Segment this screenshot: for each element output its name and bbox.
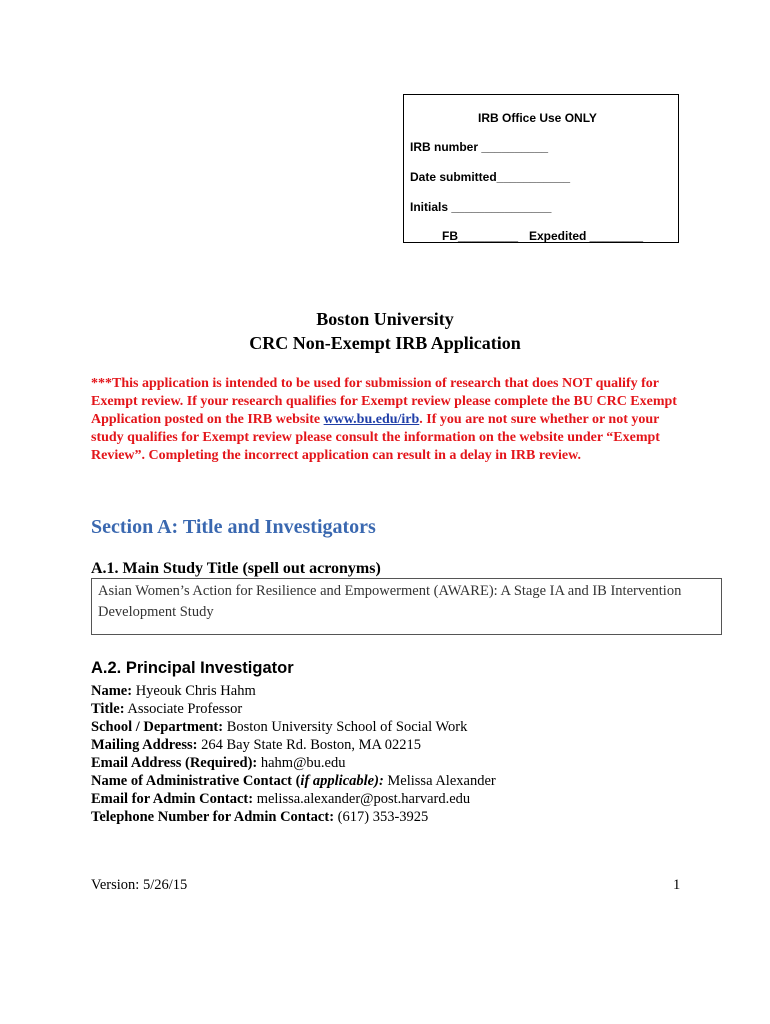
a1-heading: A.1. Main Study Title (spell out acronyms) bbox=[91, 560, 381, 577]
pi-mailing-value: 264 Bay State Rd. Boston, MA 02215 bbox=[201, 737, 422, 753]
admin-label-italic: if applicable): bbox=[300, 773, 384, 789]
admin-email-row bbox=[91, 790, 496, 808]
pi-title-label: Title: bbox=[91, 701, 125, 717]
irb-office-use-box bbox=[403, 94, 679, 243]
version-footer: Version: 5/26/15 bbox=[91, 877, 188, 893]
admin-phone-value: (617) 353-3925 bbox=[337, 809, 429, 825]
university-title: Boston University bbox=[316, 309, 454, 329]
irb-number-field: IRB number __________ bbox=[410, 140, 549, 154]
study-title-field[interactable]: Asian Women’s Action for Resilience and Empowerment (AWARE): A Stage IA and IB Intervention Development Study bbox=[91, 578, 722, 635]
pi-title-row bbox=[91, 700, 496, 718]
fb-field: FB_________ bbox=[442, 229, 519, 243]
pi-name-value: Hyeouk Chris Hahm bbox=[135, 683, 256, 699]
page-number: 1 bbox=[673, 877, 681, 893]
pi-mailing-row bbox=[91, 736, 496, 754]
irb-website-link[interactable]: www.bu.edu/irb bbox=[323, 412, 420, 427]
notice-text-after: . If you are not sure whether or not your study qualifies for Exempt review please consult the information on the website under “Exempt Review”. Completing the incorrect application can result in a delay in IRB review. bbox=[91, 412, 660, 463]
pi-name-row bbox=[91, 682, 496, 700]
admin-phone-label: Telephone Number for Admin Contact: bbox=[91, 809, 335, 825]
pi-email-row bbox=[91, 754, 496, 772]
principal-investigator-details bbox=[91, 682, 496, 826]
pi-email-label: Email Address (Required): bbox=[91, 755, 258, 771]
section-a-heading: Section A: Title and Investigators bbox=[91, 516, 376, 538]
pi-school-value: Boston University School of Social Work bbox=[226, 719, 468, 735]
admin-email-label: Email for Admin Contact: bbox=[91, 791, 254, 807]
pi-mailing-label: Mailing Address: bbox=[91, 737, 198, 753]
pi-name-label: Name: bbox=[91, 683, 133, 699]
expedited-field: Expedited ________ bbox=[529, 229, 644, 243]
admin-contact-label bbox=[91, 773, 384, 789]
pi-email-value: hahm@bu.edu bbox=[260, 755, 346, 771]
irb-box-heading: IRB Office Use ONLY bbox=[478, 111, 597, 125]
form-title: CRC Non-Exempt IRB Application bbox=[249, 333, 521, 353]
admin-email-value: melissa.alexander@post.harvard.edu bbox=[256, 791, 471, 807]
pi-school-label: School / Department: bbox=[91, 719, 224, 735]
pi-school-row bbox=[91, 718, 496, 736]
a2-heading: A.2. Principal Investigator bbox=[91, 659, 294, 677]
admin-contact-value: Melissa Alexander bbox=[387, 773, 496, 789]
date-submitted-field: Date submitted___________ bbox=[410, 170, 571, 184]
admin-label-pre: Name of Administrative Contact ( bbox=[91, 773, 301, 789]
admin-contact-row bbox=[91, 772, 496, 790]
exempt-notice bbox=[91, 375, 691, 465]
pi-title-value: Associate Professor bbox=[127, 701, 243, 717]
admin-phone-row bbox=[91, 808, 496, 826]
notice-text-before: ***This application is intended to be used for submission of research that does NOT qualify for Exempt review. If your research qualifies for Exempt review please complete the BU CRC Exempt Application posted on the IRB website bbox=[91, 376, 677, 427]
initials-field: Initials _______________ bbox=[410, 200, 552, 214]
